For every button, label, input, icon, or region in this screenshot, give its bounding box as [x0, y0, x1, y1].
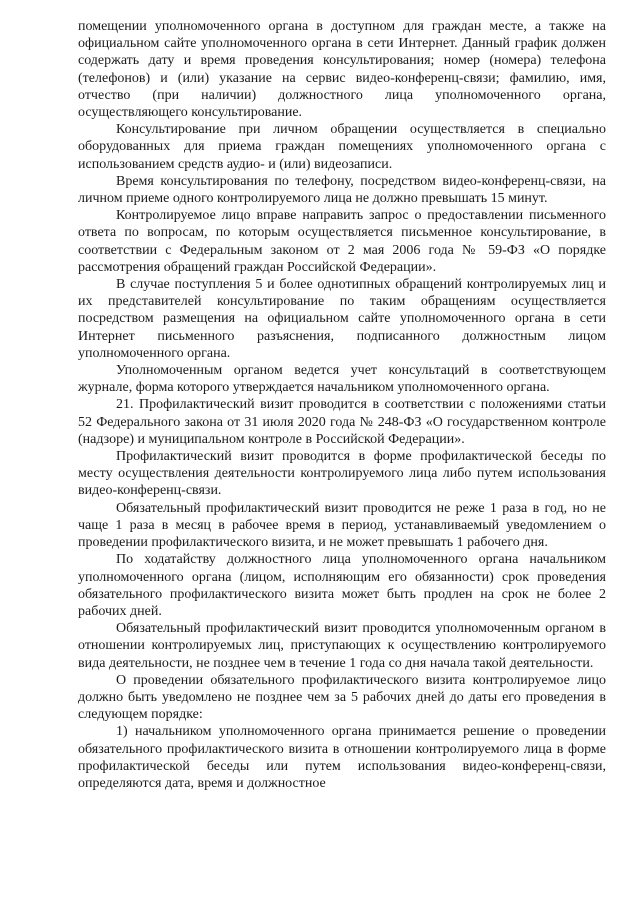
paragraph: Время консультирования по телефону, посредством видео-конференц-связи, на личном приеме одного контролируемого лица не должно превышать 15 минут.	[78, 173, 606, 207]
paragraph-continuation: помещении уполномоченного органа в доступном для граждан месте, а также на официальном сайте уполномоченного органа в сети Интернет. Данный график должен содержать дату и время проведения консультирования; номер (номера) телефона (телефонов) и (или) указание на сервис видео-конференц-связи; фамилию, имя, отчество (при наличии) должностного лица уполномоченного органа, осуществляющего консультирование.	[78, 19, 606, 121]
paragraph: По ходатайству должностного лица уполномоченного органа начальником уполномоченного органа (лицом, исполняющим его обязанности) срок проведения обязательного профилактического визита может быть продлен на срок не более 2 рабочих дней.	[78, 552, 606, 619]
paragraph: В случае поступления 5 и более однотипных обращений контролируемых лиц и их представителей консультирование по таким обращениям осуществляется посредством размещения на официальном сайте уполномоченного органа в сети Интернет письменного разъяснения, подписанного должностным лицом уполномоченного органа.	[78, 277, 606, 361]
list-item-1: 1) начальником уполномоченного органа принимается решение о проведении обязательного профилактического визита в отношении контролируемого лица в форме профилактической беседы или путем использования видео-конференц-связи, определяются дата, время и должностное	[78, 724, 606, 791]
paragraph: Обязательный профилактический визит проводится не реже 1 раза в год, но не чаще 1 раза в месяц в рабочее время в период, устанавливаемый уведомлением о проведении профилактического визита, и не может превышать 1 рабочего дня.	[78, 500, 606, 551]
paragraph: О проведении обязательного профилактического визита контролируемое лицо должно быть уведомлено не позднее чем за 5 рабочих дней до даты его проведения в следующем порядке:	[78, 672, 606, 723]
paragraph: Обязательный профилактический визит проводится уполномоченным органом в отношении контролируемых лиц, приступающих к осуществлению контролируемого вида деятельности, не позднее чем в течение 1 года со дня начала такой деятельности.	[78, 621, 606, 671]
paragraph-numbered-21: 21. Профилактический визит проводится в соответствии с положениями статьи 52 Федерального закона от 31 июля 2020 года № 248-ФЗ «О государственном контроле (надзоре) и муниципальном контроле в Российской Федерации».	[78, 397, 606, 447]
paragraph: Профилактический визит проводится в форме профилактической беседы по месту осуществления деятельности контролируемого лица либо путем использования видео-конференц-связи.	[78, 449, 606, 499]
paragraph: Консультирование при личном обращении осуществляется в специально оборудованных для приема граждан помещениях уполномоченного органа с использованием средств аудио- и (или) видеозаписи.	[78, 122, 606, 172]
paragraph: Уполномоченным органом ведется учет консультаций в соответствующем журнале, форма которого утверждается начальником уполномоченного органа.	[78, 363, 606, 396]
paragraph: Контролируемое лицо вправе направить запрос о предоставлении письменного ответа по вопросам, по которым осуществляется письменное консультирование, в соответствии с Федеральным законом от 2 мая 2006 года № 59-ФЗ «О порядке рассмотрения обращений граждан Российской Федерации».	[78, 208, 606, 275]
